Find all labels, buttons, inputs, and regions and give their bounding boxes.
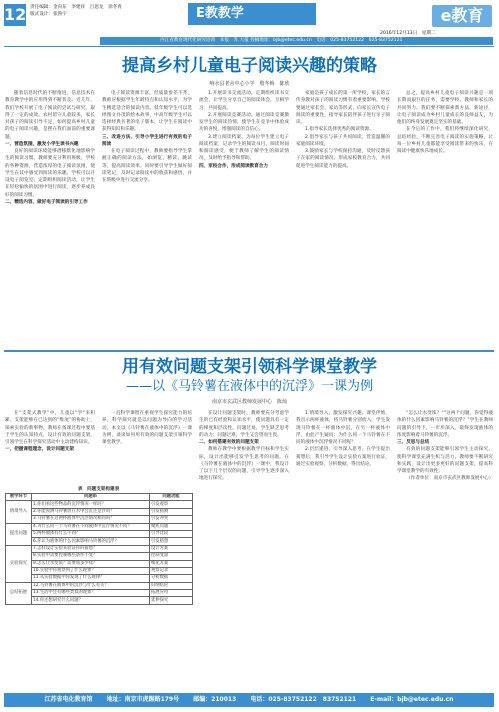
function-cell: 设计方案: [150, 545, 193, 552]
paragraph: 3.鼓励家长与学校保持沟通，及时反馈孩子在家的阅读情况，形成家校教育合力，共同促进学生阅读能力的提高。: [296, 149, 390, 169]
paragraph: “怎么让水变浓？”“这两个问题，你觉得液体的什么因素影响马铃薯的沉浮？”学生在教师问题的引导下，一步步深入，最终发现液体的浓度影响着马铃薯的沉浮。: [397, 411, 493, 438]
paragraph: 在“支架式教学”中，儿童以“学”来积累，支架能够在已达到的“维度”的协助上，探索实验的新事物。教师在备课过程中要基于学生的认知特点，设计有效的问题支架，引领学生在科学探究活动中主动建构知识。: [5, 411, 95, 445]
table-row: [6, 523, 193, 530]
article1-column-1: [5, 90, 95, 346]
credits: [30, 4, 190, 19]
question-cell: 10.实验中你观察到了什么现象？: [32, 567, 150, 574]
article2-subtitle: ——以《马铃薯在液体中的沉浮》一课为例: [125, 379, 373, 394]
section-heading: 一、把握课程理念，设计问题支架: [5, 447, 74, 453]
question-table: [5, 493, 193, 605]
paragraph: 电子阅读资源丰富，但质量参差不齐，教师应根据学生年龄特点和认知水平，为学生精选适合的阅读内容。低年级学生可以选择图文并茂的绘本故事，中高年级学生可以选择经典名著的电子版本，让学生在阅读中获得知识和乐趣。: [102, 91, 192, 133]
question-cell: 2.你能预测马铃薯放在水中会沉还是浮吗？: [32, 508, 150, 515]
article1-column-3: [199, 90, 289, 346]
table-caption: 表 问题支架构建表: [77, 487, 120, 492]
paragraph: 2.层层递进，引导深入思考。在学生提出猜想后，我引导学生设计实验方案进行验证，通过实验观察、分析数据，得出结论。: [296, 447, 390, 467]
function-cell: 观察记录: [150, 567, 193, 574]
function-cell: 归纳结论: [150, 582, 193, 589]
table-row: [6, 560, 193, 567]
paragraph: 教师在教学中要根据教学目标和学生实际，设计出能够引发学生思考的问题。在《马铃薯在液体中的沉浮》一课中，我设计了以下几个层次的问题，引导学生逐步深入地进行探究。: [199, 447, 289, 482]
question-cell: 5.两杯液体有什么不同？: [32, 530, 150, 537]
article2-title: 用有效问题支架引领科学课堂教学: [122, 357, 377, 377]
paragraph: 良好的阅读环境能够潜移默化地影响学生的阅读习惯。教师要充分利用班级、学校的各种资源，营造浓厚的电子阅读氛围，使学生在其中感受到阅读的乐趣。学校可以开设电子阅览室，定期组织阅读活动，让学生在轻松愉快的氛围中进行阅读，逐步养成良好的阅读习惯。: [5, 149, 95, 198]
contact-bar: 内江省教育现代化研究培训 本报：苏.大报 投稿地址：bjb@etec.edu.cn 电话：025-83752122 025-83752121: [100, 37, 493, 45]
paragraph: 1.情境导入，激发探究兴趣。课堂伊始，我出示两杯液体，将马铃薯分别放入，学生发现马铃薯在一杯液体中沉，在另一杯液体中浮，由此产生疑问：为什么同一个马铃薯在不同的液体中沉浮情况不同呢？: [296, 411, 390, 445]
header-cell: 问题串: [32, 494, 150, 501]
paragraph: 1.指导家长选择优秀的阅读资源。: [305, 127, 374, 133]
question-cell: 6.你认为液体的什么因素影响马铃薯的沉浮？: [32, 538, 150, 545]
section-banner: [188, 3, 316, 25]
credits-editors: 责任编辑：金向东 李建祥 吕思龙 徐冬青: [30, 5, 122, 10]
credits-design: 版式设计：张鲁宇: [30, 12, 67, 18]
function-cell: 引导比较: [150, 530, 193, 537]
article2-column-4: [296, 410, 390, 690]
table-row: [6, 597, 193, 604]
paragraph: 在设计问题支架时，教师要充分考虑学生的已有经验和认知水平，使问题具有一定的梯度和层次性。问题过易，学生缺乏思考的动力；问题过难，学生又会望而生畏。: [199, 411, 289, 438]
header-cell: 教学环节: [6, 494, 32, 501]
function-cell: 细化方案: [150, 560, 193, 567]
table-wrapper: [5, 486, 192, 605]
article2-column-1-top: [5, 410, 95, 484]
article2-byline: 南京市玄武区教师发展中心 陈灿: [211, 399, 287, 405]
table-row: [6, 575, 193, 582]
section-heading: 二、如何搭建有效的问题支架: [199, 440, 259, 445]
section-title: E教教学: [196, 6, 244, 21]
section-heading: 四、家校合作，形成阅读教育合力: [199, 163, 268, 169]
page-number: 12: [4, 5, 27, 24]
question-cell: 3.马铃薯在这两杯液体中沉浮情况相同吗？: [32, 516, 150, 523]
stage-cell: 情境导入: [6, 501, 32, 523]
table-row: [6, 553, 193, 560]
paragraph: 1.开展读书交流活动。定期组织读书交流会，让学生分享自己的阅读体会，互相学习，共同提高。: [199, 91, 289, 111]
header-cell: 问题功能: [150, 494, 193, 501]
footer-postcode: 邮编：210013: [193, 696, 237, 703]
stage-cell: 提出问题: [6, 523, 32, 545]
question-cell: 14.你还想研究什么问题？: [32, 597, 150, 604]
table-row: [6, 538, 193, 545]
article1-column-5: [397, 90, 493, 346]
paragraph: 在电子阅读过程中，教师要指导学生掌握正确的阅读方法，如浏览、精读、跳读等，提高阅读效率。同时要引导学生做好阅读笔记，及时记录阅读中的收获和感悟，并在班级中进行交流分享。: [102, 149, 192, 183]
paragraph: 有效的问题支架能够引领学生主动探究，使科学课堂充满生机与活力。教师要不断研究和实践，设计出更多更好的问题支架，提高科学课堂教学的有效性。: [397, 447, 493, 474]
function-cell: 延伸探究: [150, 597, 193, 604]
paragraph: 2.倡导家长与孩子共同阅读，营造温馨的家庭阅读环境。: [296, 134, 390, 147]
function-cell: 引发猜想: [150, 538, 193, 545]
article-divider: [4, 350, 494, 352]
table-header-row: [6, 494, 193, 501]
table-row: [6, 590, 193, 597]
stage-cell: 实验探究: [6, 545, 32, 582]
table-row: [6, 508, 193, 515]
footer-org: 江苏省电化教育馆: [44, 696, 93, 703]
question-cell: 9.怎么让水变浓？需要加多少盐？: [32, 560, 150, 567]
footer-phone: 电话：025-83752122 83752121: [250, 696, 357, 703]
function-cell: 引发冲突: [150, 516, 193, 523]
question-cell: 8.实验中需要控制哪些条件不变？: [32, 553, 150, 560]
section-heading: 二、精选内容，做好电子阅读的引导工作: [5, 199, 88, 205]
function-cell: 聚焦问题: [150, 523, 193, 530]
function-cell: 引发观察: [150, 501, 193, 508]
table-row: [6, 516, 193, 523]
table-row: [6, 582, 193, 589]
paragraph: 在今后的工作中，我们将继续深化研究，总结经验，不断完善电子阅读的实施策略，让每一位乡村儿童都能享受阅读带来的快乐，在阅读中健康快乐地成长。: [397, 127, 493, 154]
footer-address: 地址：南京市虎踞路179号: [106, 696, 180, 703]
issue-date: 2016年12月13日 星期二: [380, 31, 436, 36]
function-cell: 拓展应用: [150, 590, 193, 597]
question-cell: 1.你们看这些物品的沉浮情况一样吗？: [32, 501, 150, 508]
stage-cell: 总结拓展: [6, 582, 32, 604]
author-note: （作者单位：南京市玄武区教师发展中心）: [406, 476, 493, 482]
article2-column-3: [199, 410, 289, 690]
question-cell: 13.生活中还有哪些类似的现象？: [32, 590, 150, 597]
question-cell: 7.怎样设计实验来验证你的猜想？: [32, 545, 150, 552]
function-cell: 分析数据: [150, 575, 193, 582]
article2-column-5: [397, 410, 493, 690]
article2-column-2-top: [102, 410, 192, 484]
paragraph: 总之，提高乡村儿童电子阅读兴趣是一项长期而艰巨的任务，需要学校、教师和家长的共同努力。我们要不断探索新方法、新途径，让电子阅读成为乡村儿童成长的良师益友，为他们的终身发展奠定坚实的基础。: [397, 91, 493, 125]
question-cell: 4.为什么同一个马铃薯在不同液体中沉浮情况不同？: [32, 523, 150, 530]
question-cell: 12.马铃薯在液体中的沉浮与什么有关？: [32, 582, 150, 589]
header-divider: [4, 46, 494, 47]
masthead-logo: e教育: [432, 5, 492, 27]
article1-title: 提高乡村儿童电子阅读兴趣的策略: [122, 56, 377, 76]
article1-column-4: [296, 90, 390, 346]
table-row: [6, 545, 193, 552]
paragraph: 2.开展阅读竞赛活动。通过阅读竞赛激发学生的阅读热情，使学生在竞争中体验成功的喜悦，增强阅读的自信心。: [199, 112, 289, 133]
function-cell: 控制变量: [150, 553, 193, 560]
paragraph: 一直科学课程在重视学生探究能力的培养，科学探究就是以问题为导向的学习活动。本文以《马铃薯在液体中的沉浮》一课为例，谈谈如何用有效的问题支架引领科学课堂教学。: [102, 411, 192, 445]
paragraph: 家庭是孩子成长的第一所学校，家长的言传身教对孩子的阅读习惯有着重要影响。学校要通过家长会、家访等形式，向家长宣传电子阅读的重要性，指导家长陪伴孩子进行亲子阅读。: [296, 91, 390, 125]
function-cell: 引发猜测: [150, 508, 193, 515]
section-heading: 三、改进方法，引导小学生进行有效的电子阅读: [102, 134, 192, 147]
paragraph: 随着信息时代的不断推进，信息技术在教育教学中的应用得到不断普及。近几年，我们学校开展了电子阅读的尝试与研究，取得了一定的成效。农村留守儿童较多，家长对孩子的阅读引导不足，如何提高乡村儿童的电子阅读兴趣，是摆在我们面前的重要课题。: [5, 91, 95, 140]
question-cell: 11.从实验数据中你发现了什么规律？: [32, 575, 150, 582]
article1-column-2: [102, 90, 192, 346]
footer-bar: [4, 693, 494, 707]
article1-byline: 响水县老舍中心小学 殷冬梅 陈欣: [209, 81, 290, 87]
table-row: [6, 567, 193, 574]
table-row: [6, 530, 193, 537]
section-heading: 一、营造氛围，激发小学生读书兴趣: [5, 141, 79, 147]
section-heading: 三、反思与总结: [397, 440, 430, 445]
table-row: [6, 501, 193, 508]
paragraph: 3.建立阅读档案。为每位学生建立电子阅读档案，记录学生的阅读书目、阅读时间和阅读感受，便于教师了解学生的阅读情况，及时给予指导和帮助。: [199, 134, 289, 162]
footer-email: E-mail：bjb@etec.edu.cn: [370, 696, 454, 703]
